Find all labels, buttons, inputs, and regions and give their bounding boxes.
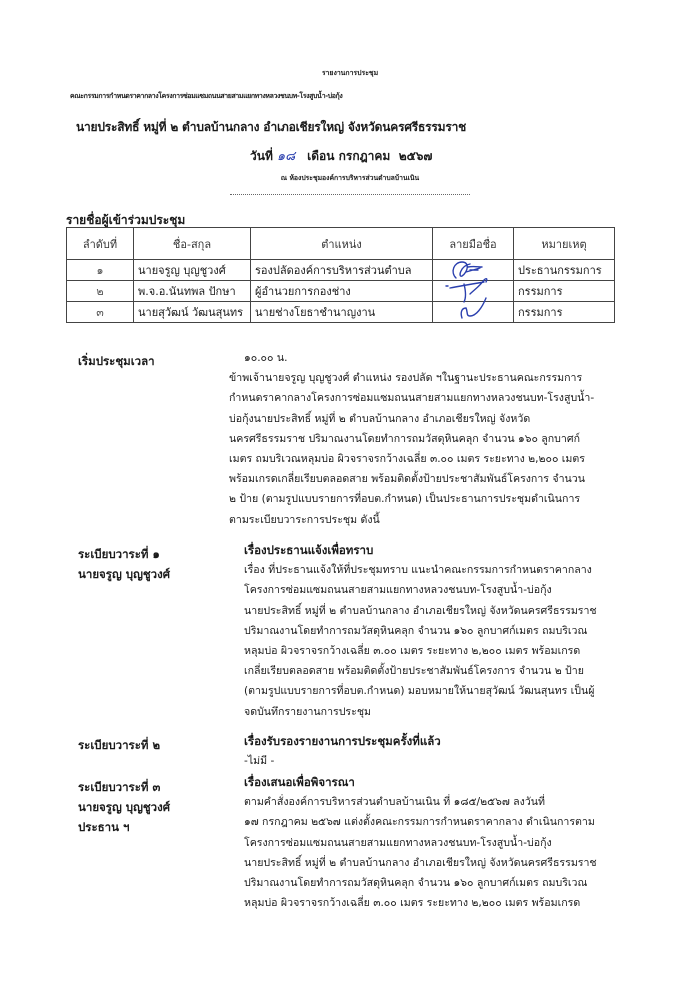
cell-no: ๒ xyxy=(67,281,134,302)
cell-no: ๑ xyxy=(67,260,134,281)
opening-line: ข้าพเจ้านายจรูญ บุญชูวงศ์ ตำแหน่ง รองปลัด ฯในฐานะประธานคณะกรรมการ xyxy=(229,372,583,385)
col-header-name: ชื่อ-สกุล xyxy=(134,228,251,260)
agenda3-line: โครงการซ่อมแซมถนนสายสามแยกทางหลวงชนบท-โรงสูบน้ำ-บ่อกุ้ง xyxy=(244,836,552,849)
agenda1-subject: เรื่องประธานแจ้งเพื่อทราบ xyxy=(244,543,374,557)
opening-line: กำหนดราคากลางโครงการซ่อมแซมถนนสายสามแยกทางหลวงชนบท-โรงสูบน้ำ- xyxy=(229,392,595,405)
agenda1-line: โครงการซ่อมแซมถนนสายสามแยกทางหลวงชนบท-โรงสูบน้ำ-บ่อกุ้ง xyxy=(244,584,552,597)
col-header-position: ตำแหน่ง xyxy=(251,228,433,260)
agenda1-line: (ตามรูปแบบรายการที่อบต.กำหนด) มอบหมายให้นายสุวัฒน์ วัฒนสุนทร เป็นผู้ xyxy=(244,685,595,698)
agenda1-speaker: นายจรูญ บุญชูวงศ์ xyxy=(78,567,171,581)
opening-label: เริ่มประชุมเวลา xyxy=(78,354,155,368)
agenda1-line: หลุมบ่อ ผิวจราจรกว้างเฉลี่ย ๓.๐๐ เมตร ระยะทาง ๒,๒๐๐ เมตร พร้อมเกรด xyxy=(244,645,581,658)
agenda3-line: ตามคำสั่งองค์การบริหารส่วนตำบลบ้านเนิน ที่ ๑๘๕/๒๕๖๗ ลงวันที่ xyxy=(244,796,546,809)
document-title: รายงานการประชุม xyxy=(321,69,379,77)
cell-no: ๓ xyxy=(67,302,134,323)
attendees-table xyxy=(66,227,615,323)
agenda3-line: หลุมบ่อ ผิวจราจรกว้างเฉลี่ย ๓.๐๐ เมตร ระยะทาง ๒,๒๐๐ เมตร พร้อมเกรด xyxy=(244,897,581,910)
opening-line: ๒ ป้าย (ตามรูปแบบรายการที่อบต.กำหนด) เป็นประธานการประชุมดำเนินการ xyxy=(229,493,581,506)
agenda3-line: นายประสิทธิ์ หมู่ที่ ๒ ตำบลบ้านกลาง อำเภอเชียรใหญ่ จังหวัดนครศรีธรรมราช xyxy=(244,856,597,869)
agenda1-line: ปริมาณงานโดยทำการถมวัสดุหินคลุก จำนวน ๑๖๐ ลูกบาศก์เมตร ถมบริเวณ xyxy=(244,624,588,637)
cell-name: นายจรูญ บุญชูวงศ์ xyxy=(134,260,251,281)
agenda1-line: เรื่อง ที่ประธานแจ้งให้ที่ประชุมทราบ แนะนำคณะกรรมการกำหนดราคากลาง xyxy=(244,564,592,577)
date-month: เดือน กรกฎาคม xyxy=(307,149,391,163)
opening-line: นครศรีธรรมราช ปริมาณงานโดยทำการถมวัสดุหินคลุก จำนวน ๑๖๐ ลูกบาศก์ xyxy=(229,432,580,445)
col-header-note: หมายเหตุ xyxy=(514,228,615,260)
date-prefix: วันที่ xyxy=(250,149,273,163)
agenda2-label: ระเบียบวาระที่ ๒ xyxy=(78,738,161,752)
cell-position: รองปลัดองค์การบริหารส่วนตำบล xyxy=(251,260,433,281)
agenda1-section xyxy=(244,540,624,722)
opening-line: พร้อมเกรดเกลี่ยเรียบตลอดสาย พร้อมติดตั้งป้ายประชาสัมพันธ์โครงการ จำนวน xyxy=(229,473,585,486)
agenda2-line: -ไม่มี - xyxy=(244,755,275,768)
agenda1-line: จดบันทึกรายงานการประชุม xyxy=(244,705,371,718)
cell-signature xyxy=(433,302,514,323)
location-line: นายประสิทธิ์ หมู่ที่ ๒ ตำบลบ้านกลาง อำเภอเชียรใหญ่ จังหวัดนครศรีธรรมราช xyxy=(76,120,467,134)
handwritten-day: ๑๘ xyxy=(276,149,296,164)
agenda3-subject: เรื่องเสนอเพื่อพิจารณา xyxy=(244,775,355,789)
cell-note: กรรมการ xyxy=(514,302,615,323)
attendees-title: รายชื่อผู้เข้าร่วมประชุม xyxy=(66,213,186,227)
cell-signature xyxy=(433,281,514,302)
cell-name: นายสุวัฒน์ วัฒนสุนทร xyxy=(134,302,251,323)
agenda3-line: ๑๗ กรกฎาคม ๒๕๖๗ แต่งตั้งคณะกรรมการกำหนดราคากลาง ดำเนินการตาม xyxy=(244,816,595,829)
date-line xyxy=(250,145,510,166)
agenda1-line: เกลี่ยเรียบตลอดสาย พร้อมติดตั้งป้ายประชาสัมพันธ์โครงการ จำนวน ๒ ป้าย xyxy=(244,665,584,678)
opening-time: ๑๐.๐๐ น. xyxy=(244,352,288,364)
cell-note: ประธานกรรมการ xyxy=(514,260,615,281)
agenda3-role: ประธาน ฯ xyxy=(78,820,130,834)
agenda2-subject: เรื่องรับรองรายงานการประชุมครั้งที่แล้ว xyxy=(244,734,441,748)
agenda1-label: ระเบียบวาระที่ ๑ xyxy=(78,547,160,561)
opening-section xyxy=(229,348,629,530)
col-header-no: ลำดับที่ xyxy=(67,228,134,260)
table-row xyxy=(67,260,615,281)
table-row xyxy=(67,302,615,323)
venue-line: ณ ห้องประชุมองค์การบริหารส่วนตำบลบ้านเนิน xyxy=(280,174,420,182)
opening-line: บ่อกุ้งนายประสิทธิ์ หมู่ที่ ๒ ตำบลบ้านกลาง อำเภอเชียรใหญ่ จังหวัด xyxy=(229,412,531,425)
agenda3-speaker: นายจรูญ บุญชูวงศ์ xyxy=(78,800,171,814)
cell-position: นายช่างโยธาชำนาญงาน xyxy=(251,302,433,323)
date-year: ๒๕๖๗ xyxy=(398,149,433,163)
cell-note: กรรมการ xyxy=(514,281,615,302)
agenda3-line: ปริมาณงานโดยทำการถมวัสดุหินคลุก จำนวน ๑๖๐ ลูกบาศก์เมตร ถมบริเวณ xyxy=(244,877,588,890)
table-header-row xyxy=(67,228,615,260)
cell-position: ผู้อำนวยการกองช่าง xyxy=(251,281,433,302)
dotted-divider xyxy=(230,194,470,195)
committee-line: คณะกรรมการกำหนดราคากลางโครงการซ่อมแซมถนนสายสามแยกทางหลวงชนบท-โรงสูบน้ำ-บ่อกุ้ง xyxy=(70,92,343,100)
agenda1-line: นายประสิทธิ์ หมู่ที่ ๒ ตำบลบ้านกลาง อำเภอเชียรใหญ่ จังหวัดนครศรีธรรมราช xyxy=(244,604,597,617)
agenda3-section xyxy=(244,772,624,913)
opening-line: ตามระเบียบวาระการประชุม ดังนี้ xyxy=(229,513,380,526)
table-row xyxy=(67,281,615,302)
cell-name: พ.จ.อ.นันทพล ปักษา xyxy=(134,281,251,302)
col-header-signature: ลายมือชื่อ xyxy=(433,228,514,260)
cell-signature xyxy=(433,260,514,281)
opening-line: เมตร ถมบริเวณหลุมบ่อ ผิวจราจรกว้างเฉลี่ย ๓.๐๐ เมตร ระยะทาง ๒,๒๐๐ เมตร xyxy=(229,453,585,466)
agenda2-section xyxy=(244,731,624,771)
agenda3-label: ระเบียบวาระที่ ๓ xyxy=(78,780,161,794)
